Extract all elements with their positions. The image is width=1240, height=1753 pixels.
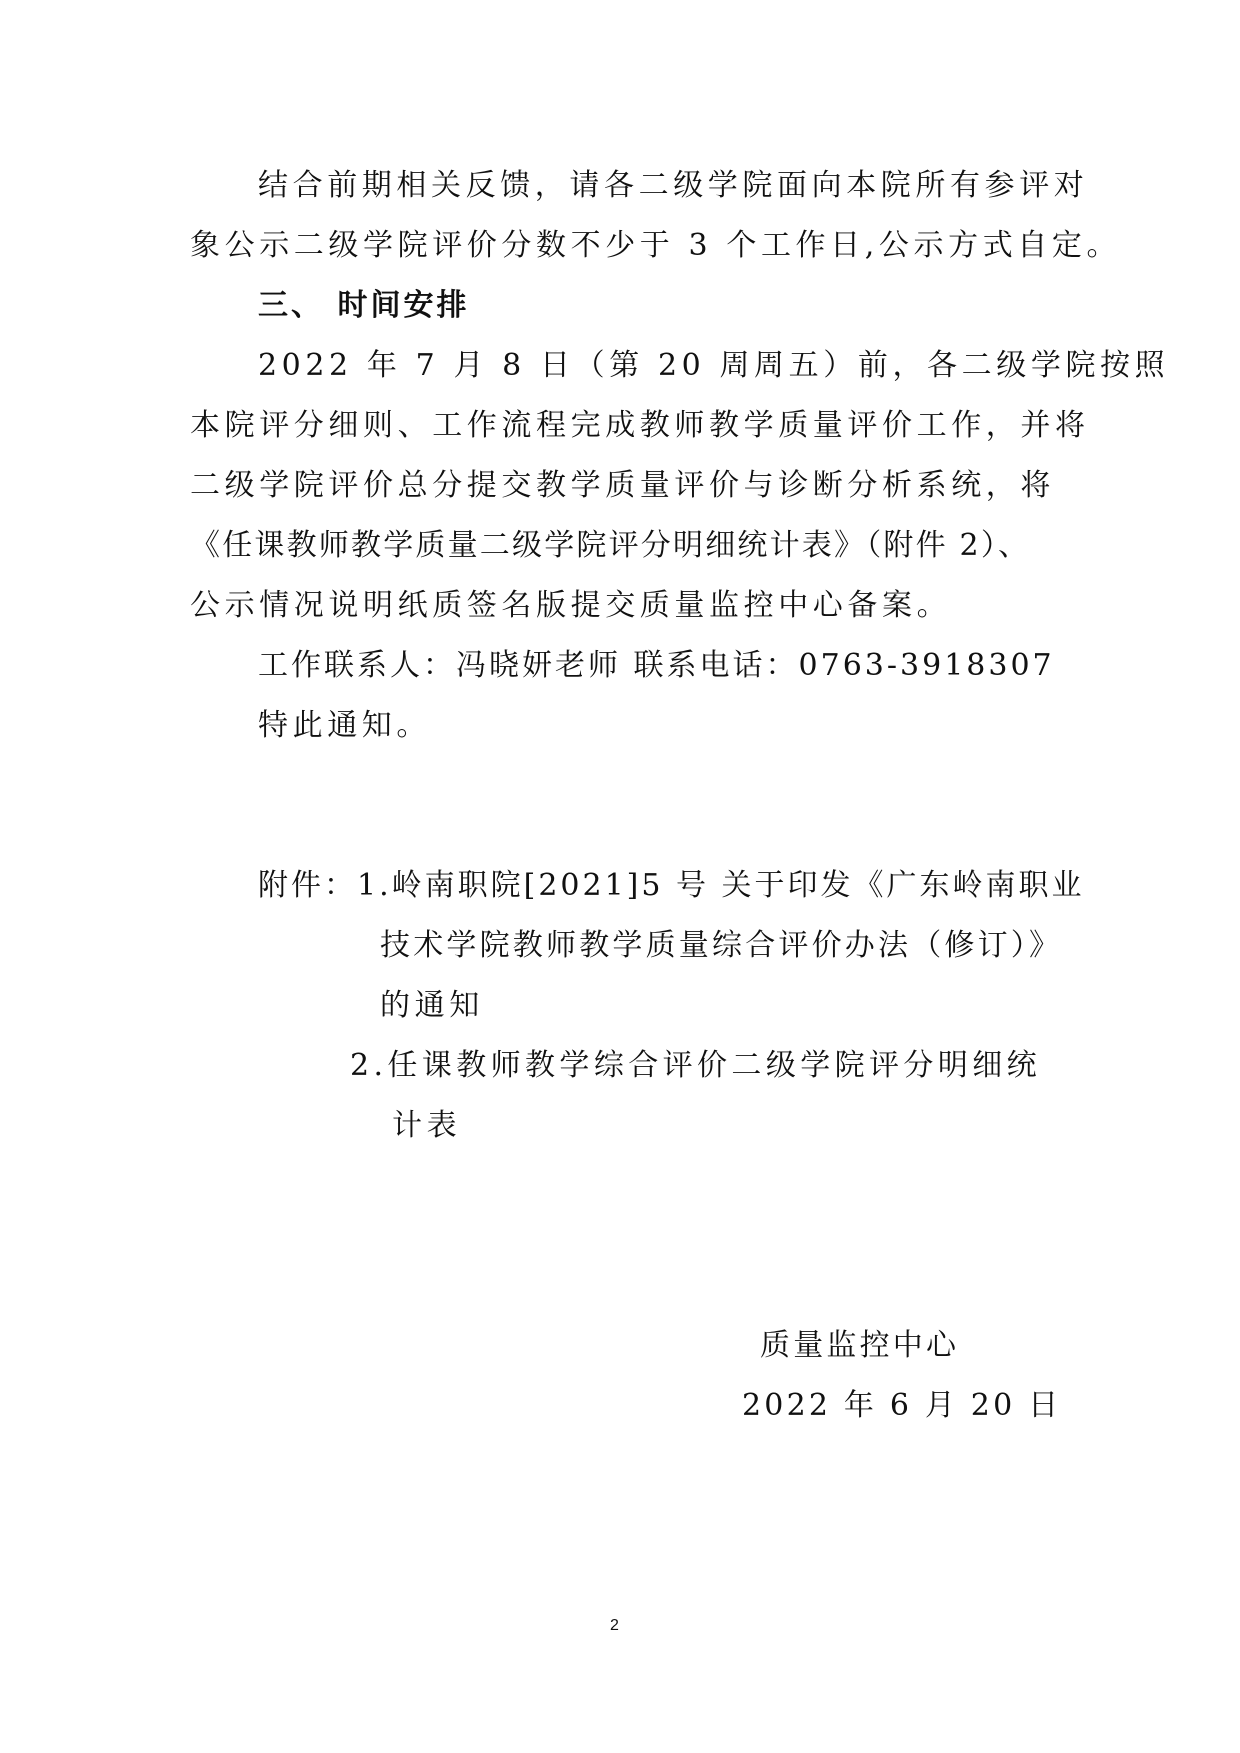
paragraph-schedule-line-1: 2022 年 7 月 8 日（第 20 周周五）前，各二级学院按照 bbox=[258, 348, 1170, 383]
paragraph-schedule-line-4: 《任课教师教学质量二级学院评分明细统计表》（附件 2）、 bbox=[190, 528, 1031, 563]
paragraph-schedule-line-2: 本院评分细则、工作流程完成教师教学质量评价工作，并将 bbox=[190, 408, 1090, 443]
paragraph-schedule-line-3: 二级学院评价总分提交教学质量评价与诊断分析系统，将 bbox=[190, 468, 1055, 503]
closing-remark: 特此通知。 bbox=[258, 708, 431, 743]
attachment-line-4: 2.任课教师教学综合评价二级学院评分明细统 bbox=[350, 1048, 1042, 1083]
attachment-line-1: 附件：1.岭南职院[2021]5 号 关于印发《广东岭南职业 bbox=[258, 868, 1085, 903]
paragraph-feedback-line-2: 象公示二级学院评价分数不少于 3 个工作日,公示方式自定。 bbox=[190, 228, 1122, 263]
attachment-line-2: 技术学院教师教学质量综合评价办法（修订）》 bbox=[380, 928, 1063, 963]
section-heading-schedule: 三、 时间安排 bbox=[258, 288, 470, 323]
paragraph-feedback-line-1: 结合前期相关反馈，请各二级学院面向本院所有参评对 bbox=[258, 168, 1089, 203]
contact-info: 工作联系人：冯晓妍老师 联系电话：0763-3918307 bbox=[258, 648, 1055, 683]
signature-date: 2022 年 6 月 20 日 bbox=[742, 1388, 1062, 1423]
signature-organization: 质量监控中心 bbox=[760, 1328, 960, 1363]
attachment-line-5: 计表 bbox=[392, 1108, 462, 1143]
paragraph-schedule-line-5: 公示情况说明纸质签名版提交质量监控中心备案。 bbox=[190, 588, 952, 623]
page-number: 2 bbox=[610, 1617, 619, 1634]
attachment-line-3: 的通知 bbox=[380, 988, 484, 1023]
